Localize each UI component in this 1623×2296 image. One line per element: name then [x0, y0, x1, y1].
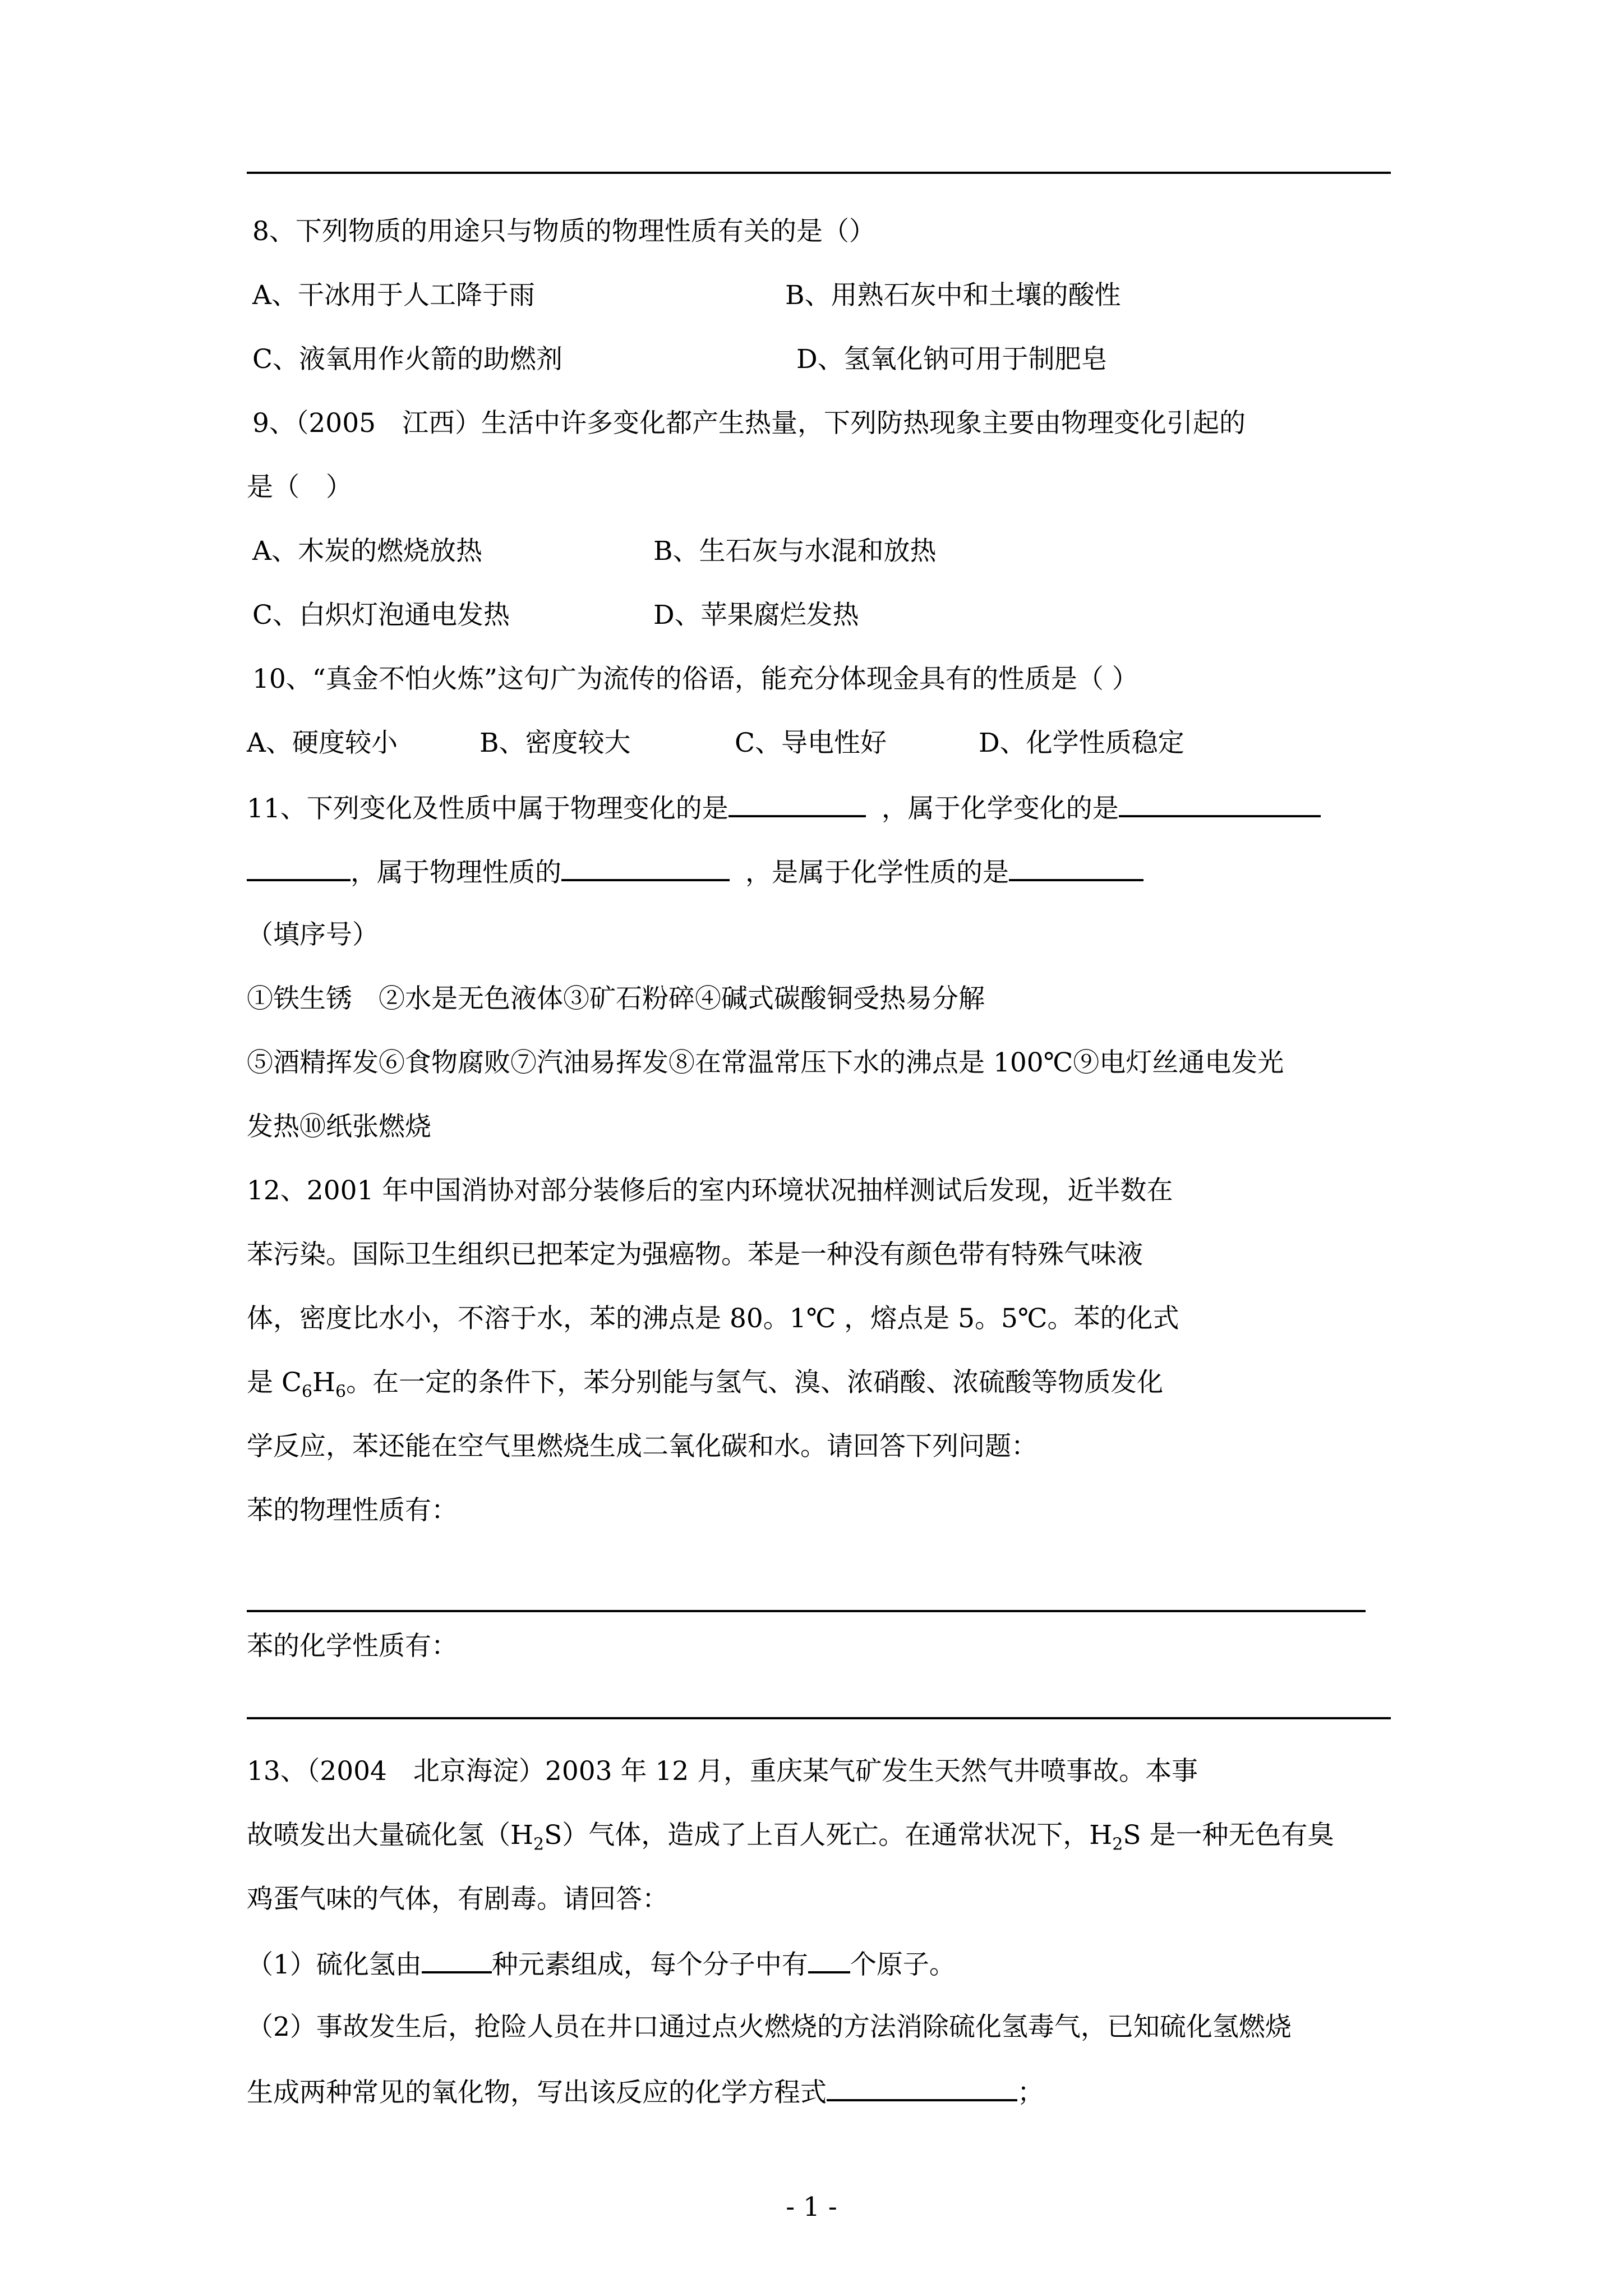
q12-chemical-prompt: 苯的化学性质有： — [247, 1631, 458, 1662]
q13-blank-atom-count[interactable] — [808, 1947, 850, 1973]
q12-line5: 学反应，苯还能在空气里燃烧生成二氧化碳和水。请回答下列问题： — [247, 1431, 1038, 1462]
q8-option-a: A、干冰用于人工降于雨 — [252, 280, 535, 311]
q8-option-d: D、氢氧化钠可用于制肥皂 — [796, 344, 1108, 375]
q13-subq2-cont: 生成两种常见的氧化物，写出该反应的化学方程式 ； — [247, 2074, 1044, 2110]
q9-option-d: D、苹果腐烂发热 — [653, 600, 859, 631]
q11-line1: 11、下列变化及性质中属于物理变化的是 ，属于化学变化的是 — [247, 790, 1321, 826]
q10-option-d: D、化学性质稳定 — [979, 728, 1184, 758]
q13-line1: 13、（2004 北京海淀）2003 年 12 月，重庆某气矿发生天然气井喷事故。本事 — [247, 1756, 1198, 1787]
q12-chemical-answer-line[interactable] — [247, 1717, 1391, 1719]
q9-option-c: C、白炽灯泡通电发热 — [252, 600, 510, 631]
q11-blank-physical-property[interactable] — [561, 854, 730, 881]
q11-note: （填序号） — [247, 919, 379, 950]
q12-physical-answer-line[interactable] — [247, 1610, 1366, 1612]
q8-option-c: C、液氧用作火箭的助燃剂 — [252, 344, 562, 375]
q12-line3: 体，密度比水小，不溶于水，苯的沸点是 80。1℃ ，熔点是 5。5℃。苯的化式 — [247, 1303, 1179, 1334]
q11-blank-chemical-change-b[interactable] — [247, 854, 351, 881]
q13-subq2: （2）事故发生后，抢险人员在井口通过点火燃烧的方法消除硫化氢毒气，已知硫化氢燃烧 — [247, 2012, 1292, 2042]
q11-items-line1: ①铁生锈 ②水是无色液体③矿石粉碎④碱式碳酸铜受热易分解 — [247, 983, 985, 1014]
q10-option-b: B、密度较大 — [479, 728, 631, 758]
q11-line2: ，属于物理性质的 ，是属于化学性质的是 — [247, 854, 1144, 890]
q11-items-line3: 发热⑩纸张燃烧 — [247, 1111, 431, 1142]
q13-blank-equation[interactable] — [827, 2074, 1017, 2101]
q10-stem: 10、“真金不怕火炼”这句广为流传的俗语，能充分体现金具有的性质是（ ） — [252, 664, 1138, 694]
q9-stem-line1: 9、（2005 江西）生活中许多变化都产生热量，下列防热现象主要由物理变化引起的 — [252, 408, 1246, 439]
q13-line2: 故喷发出大量硫化氢$(H_2S)$气体，造成了上百人死亡。在通常状况下，$H_2S$ 是一种无色有臭 — [247, 1820, 1334, 1855]
q11-items-line2: ⑤酒精挥发⑥食物腐败⑦汽油易挥发⑧在常温常压下水的沸点是 100℃⑨电灯丝通电发光 — [247, 1047, 1284, 1078]
q8-stem: 8、下列物质的用途只与物质的物理性质有关的是（） — [252, 216, 875, 247]
q13-blank-element-count[interactable] — [422, 1947, 492, 1973]
header-rule — [247, 172, 1391, 174]
q12-physical-prompt: 苯的物理性质有： — [247, 1495, 458, 1526]
q12-line1: 12、2001 年中国消协对部分装修后的室内环境状况抽样测试后发现，近半数在 — [247, 1175, 1173, 1206]
q10-option-c: C、导电性好 — [735, 728, 887, 758]
q11-blank-chemical-property[interactable] — [1009, 854, 1144, 881]
q11-blank-physical-change[interactable] — [728, 790, 866, 817]
q11-blank-chemical-change-a[interactable] — [1119, 790, 1321, 817]
q13-line3: 鸡蛋气味的气体，有剧毒。请回答： — [247, 1884, 668, 1915]
q9-option-b: B、生石灰与水混和放热 — [653, 536, 937, 567]
q13-subq1: （1）硫化氢由 种元素组成，每个分子中有 个原子。 — [247, 1947, 956, 1982]
q12-line4: 是 $C_6H_6$。在一定的条件下，苯分别能与氢气、溴、浓硝酸、浓硫酸等物质发化 — [247, 1367, 1164, 1402]
q9-option-a: A、木炭的燃烧放热 — [252, 536, 482, 567]
page-number: - 1 - — [786, 2192, 837, 2223]
q8-option-b: B、用熟石灰中和土壤的酸性 — [785, 280, 1121, 311]
q10-option-a: A、硬度较小 — [247, 728, 398, 758]
q12-line2: 苯污染。国际卫生组织已把苯定为强癌物。苯是一种没有颜色带有特殊气味液 — [247, 1239, 1143, 1270]
q9-stem-line2: 是（ ） — [247, 472, 352, 503]
